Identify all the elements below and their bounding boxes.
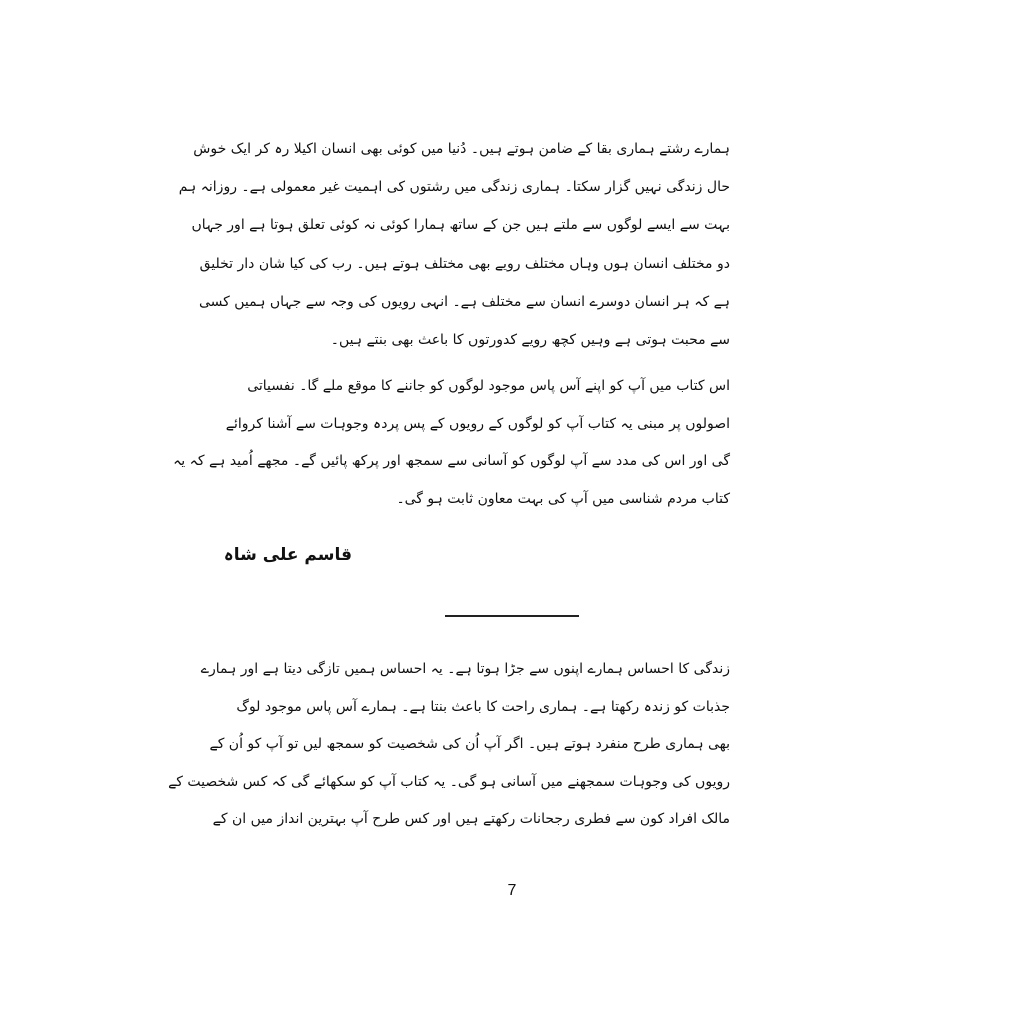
text-line: رویوں کی وجوہات سمجھنے میں آسانی ہو گی۔ یہ کتاب آپ کو سکھائے گی کہ کس شخصیت کے <box>168 773 730 790</box>
paragraph-relationships <box>178 130 730 359</box>
text-line: مالک افراد کون سے فطری رجحانات رکھتے ہیں اور کس طرح آپ بہترین انداز میں ان کے <box>212 811 730 828</box>
text-line: اس کتاب میں آپ کو اپنے آس پاس موجود لوگوں کو جاننے کا موقع ملے گا۔ نفسیاتی <box>247 378 730 394</box>
text-line: دو مختلف انسان ہوں وہاں مختلف رویے بھی مختلف ہوتے ہیں۔ رب کی کیا شان دار تخلیق <box>199 255 730 272</box>
paragraph-life-feeling <box>168 651 730 839</box>
text-line: حال زندگی نہیں گزار سکتا۔ ہماری زندگی میں رشتوں کی اہمیت غیر معمولی ہے۔ روزانہ ہم <box>178 179 730 196</box>
text-line: سے محبت ہوتی ہے وہیں کچھ رویے کدورتوں کا باعث بھی بنتے ہیں۔ <box>330 332 730 349</box>
text-line: جذبات کو زندہ رکھتا ہے۔ ہماری راحت کا باعث بنتا ہے۔ ہمارے آس پاس موجود لوگ <box>236 698 730 715</box>
author-signature: قاسم علی شاہ <box>223 545 352 565</box>
text-line: بھی ہماری طرح منفرد ہوتے ہیں۔ اگر آپ اُن کی شخصیت کو سمجھ لیں تو آپ کو اُن کے <box>209 736 730 753</box>
page-number: 7 <box>507 882 517 899</box>
text-line: بہت سے ایسے لوگوں سے ملتے ہیں جن کے ساتھ ہمارا کوئی نہ کوئی تعلق ہوتا ہے اور جہاں <box>191 217 730 234</box>
text-line: اصولوں پر مبنی یہ کتاب آپ کو لوگوں کے رویوں کے پس پردہ وجوہات سے آشنا کروائے <box>225 415 730 432</box>
section-divider <box>445 615 579 617</box>
text-line: کتاب مردم شناسی میں آپ کی بہت معاون ثابت ہو گی۔ <box>396 490 730 507</box>
text-line: گی اور اس کی مدد سے آپ لوگوں کو آسانی سے سمجھ اور پرکھ پائیں گے۔ مجھے اُمید ہے کہ یہ <box>173 453 730 469</box>
text-line: زندگی کا احساس ہمارے اپنوں سے جڑا ہوتا ہے۔ یہ احساس ہمیں تازگی دیتا ہے اور ہمارے <box>200 661 730 677</box>
text-line: ہے کہ ہر انسان دوسرے انسان سے مختلف ہے۔ انہی رویوں کی وجہ سے جہاں ہمیں کسی <box>198 293 730 310</box>
paragraph-book-intro <box>173 368 730 518</box>
text-line: ہمارے رشتے ہماری بقا کے ضامن ہوتے ہیں۔ دُنیا میں کوئی بھی انسان اکیلا رہ کر ایک خوش <box>193 141 730 157</box>
